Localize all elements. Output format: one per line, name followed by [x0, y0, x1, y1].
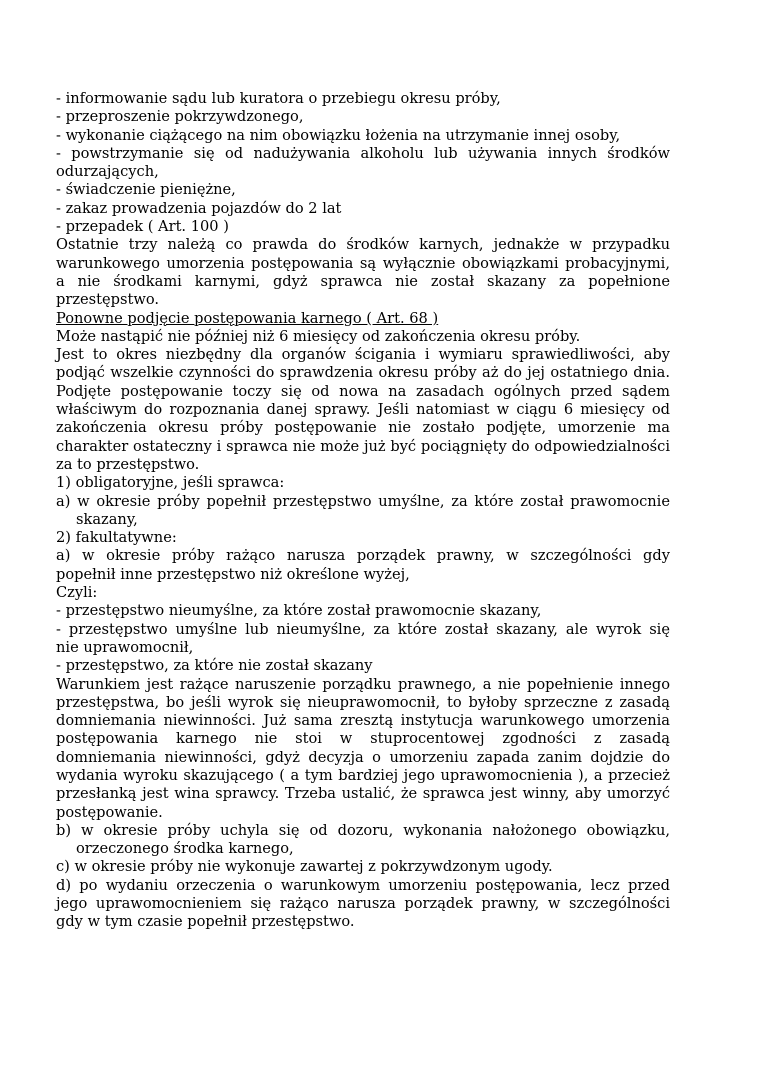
text-line: Może nastąpić nie później niż 6 miesięcy od zakończenia okresu próby.	[56, 327, 581, 345]
text-line: - powstrzymanie się od nadużywania alkoholu lub używania innych środków	[56, 144, 670, 162]
text-line: domniemania niewinności, gdyż decyzja o umorzeniu zapada zanim dojdzie do	[56, 748, 670, 766]
text-line: - informowanie sądu lub kuratora o przebiegu okresu próby,	[56, 90, 501, 107]
text-line: zakończenia okresu próby postępowanie nie zostało podjęte, umorzenie ma	[56, 419, 670, 437]
text-line: Czyli:	[56, 584, 98, 602]
text-line: jego uprawomocnieniem się rażąco narusza porządek prawny, w szczególności	[56, 895, 670, 913]
text-line: przestępstwa, bo jeśli wyrok się nieuprawomocnił, to byłoby sprzeczne z zasadą	[56, 693, 670, 711]
text-line: 2) fakultatywne:	[56, 529, 177, 547]
document-page	[56, 90, 670, 932]
text-line: postępowanie.	[56, 803, 163, 821]
text-line: - wykonanie ciążącego na nim obowiązku łożenia na utrzymanie innej osoby,	[56, 126, 621, 144]
text-line: przestępstwo.	[56, 291, 159, 309]
text-line: domniemania niewinności. Już sama zresztą instytucja warunkowego umorzenia	[56, 712, 670, 730]
section-heading: Ponowne podjęcie postępowania karnego ( Art. 68 )	[56, 309, 439, 327]
text-line: - przepadek ( Art. 100 )	[56, 218, 229, 236]
text-line: Warunkiem jest rażące naruszenie porządku prawnego, a nie popełnienie innego	[56, 675, 670, 693]
text-line: - zakaz prowadzenia pojazdów do 2 lat	[56, 199, 342, 217]
text-line: - przestępstwo nieumyślne, za które został prawomocnie skazany,	[56, 602, 542, 620]
text-line: warunkowego umorzenia postępowania są wyłącznie obowiązkami probacyjnymi,	[56, 254, 670, 272]
text-line: gdy w tym czasie popełnił przestępstwo.	[56, 913, 355, 931]
text-line: - przestępstwo umyślne lub nieumyślne, za które został skazany, ale wyrok się	[56, 620, 670, 638]
text-line: a) w okresie próby popełnił przestępstwo umyślne, za które został prawomocnie	[56, 492, 670, 510]
text-line: popełnił inne przestępstwo niż określone wyżej,	[56, 565, 410, 583]
text-line: 1) obligatoryjne, jeśli sprawca:	[56, 474, 285, 492]
text-line: charakter ostateczny i sprawca nie może już być pociągnięty do odpowiedzialności	[56, 437, 670, 455]
text-line: odurzających,	[56, 163, 159, 181]
text-line: c) w okresie próby nie wykonuje zawartej z pokrzywdzonym ugody.	[56, 858, 553, 876]
text-line: właściwym do rozpoznania danej sprawy. Jeśli natomiast w ciągu 6 miesięcy od	[56, 401, 670, 419]
text-line: nie uprawomocnił,	[56, 638, 194, 656]
text-line: a) w okresie próby rażąco narusza porządek prawny, w szczególności gdy	[56, 547, 670, 565]
text-line: a nie środkami karnymi, gdyż sprawca nie został skazany za popełnione	[56, 272, 670, 290]
text-line: skazany,	[76, 510, 138, 528]
text-line: za to przestępstwo.	[56, 455, 200, 473]
text-line: orzeczonego środka karnego,	[76, 840, 294, 858]
text-line: postępowania karnego nie stoi w stuprocentowej zgodności z zasadą	[56, 730, 670, 748]
text-line: b) w okresie próby uchyla się od dozoru, wykonania nałożonego obowiązku,	[56, 821, 670, 839]
text-line: Podjęte postępowanie toczy się od nowa na zasadach ogólnych przed sądem	[56, 382, 670, 400]
text-line: Jest to okres niezbędny dla organów ścigania i wymiaru sprawiedliwości, aby	[56, 346, 670, 364]
text-line: - przeproszenie pokrzywdzonego,	[56, 108, 304, 126]
text-line: przesłanką jest wina sprawcy. Trzeba ustalić, że sprawca jest winny, aby umorzyć	[56, 785, 670, 803]
text-line: podjąć wszelkie czynności do sprawdzenia okresu próby aż do jej ostatniego dnia.	[56, 364, 670, 382]
text-line: - świadczenie pieniężne,	[56, 181, 236, 199]
text-line: d) po wydaniu orzeczenia o warunkowym umorzeniu postępowania, lecz przed	[56, 876, 670, 894]
text-line: wydania wyroku skazującego ( a tym bardziej jego uprawomocnienia ), a przecież	[56, 766, 670, 784]
text-line: - przestępstwo, za które nie został skazany	[56, 657, 373, 675]
text-line: Ostatnie trzy należą co prawda do środków karnych, jednakże w przypadku	[56, 236, 670, 254]
